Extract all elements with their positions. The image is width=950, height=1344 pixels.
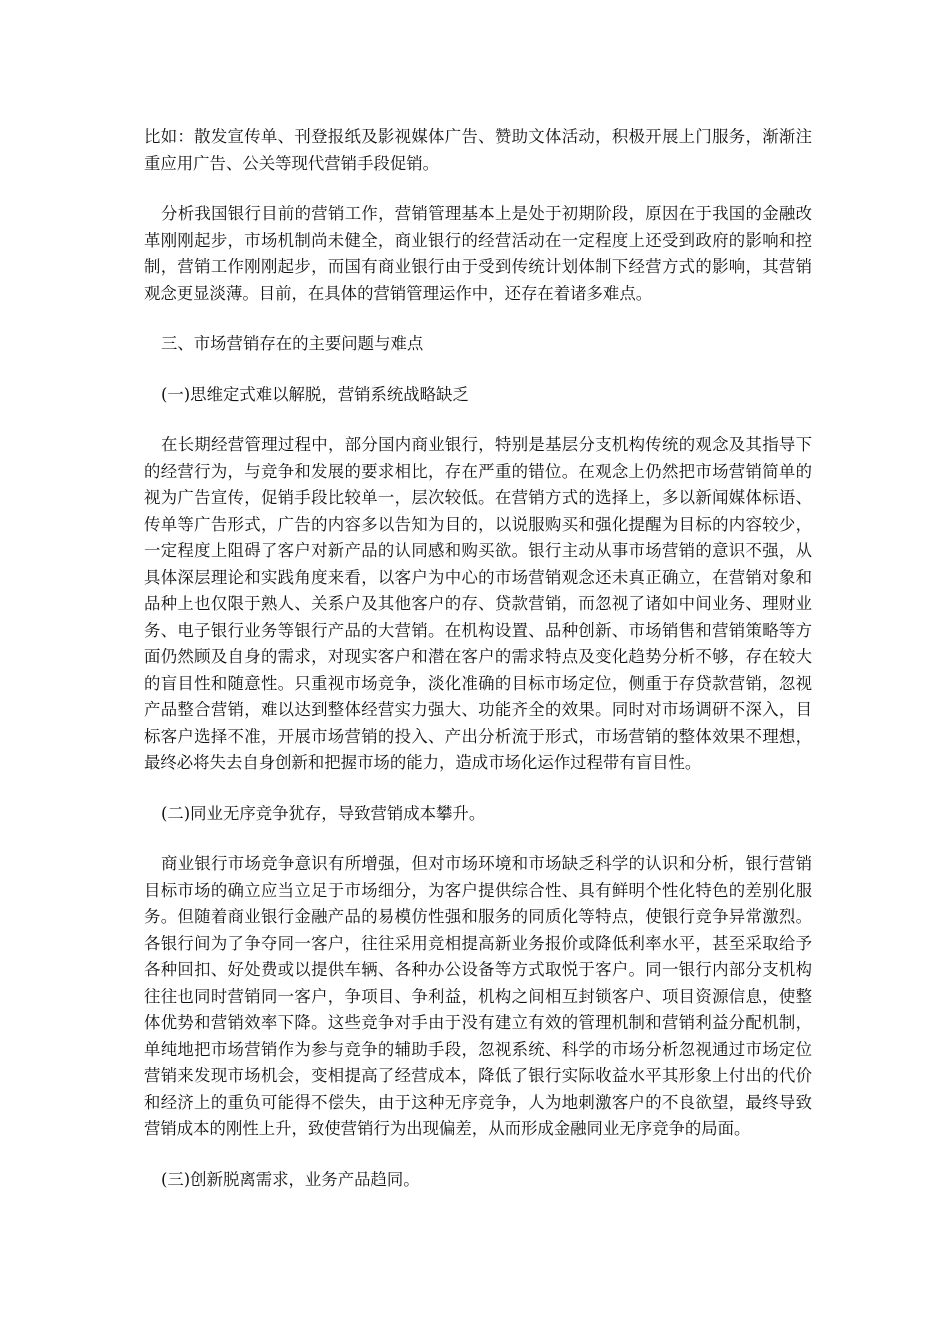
paragraph-spacer <box>144 777 812 801</box>
section-heading-3: 三、市场营销存在的主要问题与难点 <box>161 334 424 353</box>
paragraph-spacer <box>144 827 812 851</box>
subsection-heading-3: (三)创新脱离需求，业务产品趋同。 <box>161 1169 420 1189</box>
subsection-heading-2: (二)同业无序竞争犹存，导致营销成本攀升。 <box>161 803 486 823</box>
paragraph-spacer <box>144 1143 812 1167</box>
paragraph-marketing-analysis: 分析我国银行目前的营销工作，营销管理基本上是处于初期阶段，原因在于我国的金融改革刚刚起步，市场机制尚未健全，商业银行的经营活动在一定程度上还受到政府的影响和控制，营销工作刚刚起步，而国有商业银行由于受到传统计划体制下经营方式的影响，其营销观念更显淡薄。目前，在具体的营销管理运作中，还存在着诸多难点。 <box>144 204 812 303</box>
paragraph-spacer <box>144 177 812 201</box>
paragraph-spacer <box>144 358 812 382</box>
paragraph-spacer <box>144 408 812 432</box>
subsection-heading-1: (一)思维定式难以解脱，营销系统战略缺乏 <box>161 384 469 404</box>
document-page <box>144 124 812 1193</box>
paragraph-spacer <box>144 307 812 331</box>
paragraph-competition-issues: 商业银行市场竞争意识有所增强，但对市场环境和市场缺乏科学的认识和分析，银行营销目标市场的确立应当立足于市场细分，为客户提供综合性、具有鲜明个性化特色的差别化服务。但随着商业银行金融产品的易模仿性强和服务的同质化等特点，使银行竞争异常激烈。各银行间为了争夺同一客户，往往采用竞相提高新业务报价或降低利率水平，甚至采取给予各种回扣、好处费或以提供车辆、各种办公设备等方式取悦于客户。同一银行内部分支机构往往也同时营销同一客户，争项目、争利益，机构之间相互封锁客户、项目资源信息，使整体优势和营销效率下降。这些竞争对手由于没有建立有效的管理机制和营销利益分配机制，单纯地把市场营销作为参与竞争的辅助手段，忽视系统、科学的市场分析忽视通过市场定位营销来发现市场机会，变相提高了经营成本，降低了银行实际收益水平其形象上付出的代价和经济上的重负可能得不偿失，由于这种无序竞争，人为地刺激客户的不良欲望，最终导致营销成本的刚性上升，致使营销行为出现偏差，从而形成金融同业无序竞争的局面。 <box>144 854 812 1138</box>
paragraph-promotion-methods: 比如：散发宣传单、刊登报纸及影视媒体广告、赞助文体活动，积极开展上门服务，渐渐注重应用广告、公关等现代营销手段促销。 <box>144 127 812 173</box>
paragraph-mindset-issues: 在长期经营管理过程中，部分国内商业银行，特别是基层分支机构传统的观念及其指导下的经营行为，与竞争和发展的要求相比，存在严重的错位。在观念上仍然把市场营销简单的视为广告宣传，促销手段比较单一，层次较低。在营销方式的选择上，多以新闻媒体标语、传单等广告形式，广告的内容多以告知为目的，以说服购买和强化提醒为目标的内容较少，一定程度上阻碍了客户对新产品的认同感和购买欲。银行主动从事市场营销的意识不强，从具体深层理论和实践角度来看，以客户为中心的市场营销观念还未真正确立，在营销对象和品种上也仅限于熟人、关系户及其他客户的存、贷款营销，而忽视了诸如中间业务、理财业务、电子银行业务等银行产品的大营销。在机构设置、品种创新、市场销售和营销策略等方面仍然顾及自身的需求，对现实客户和潜在客户的需求特点及变化趋势分析不够，存在较大的盲目性和随意性。只重视市场竞争，淡化准确的目标市场定位，侧重于存贷款营销，忽视产品整合营销，难以达到整体经营实力强大、功能齐全的效果。同时对市场调研不深入，目标客户选择不准，开展市场营销的投入、产出分析流于形式，市场营销的整体效果不理想，最终必将失去自身创新和把握市场的能力，造成市场化运作过程带有盲目性。 <box>144 435 812 772</box>
